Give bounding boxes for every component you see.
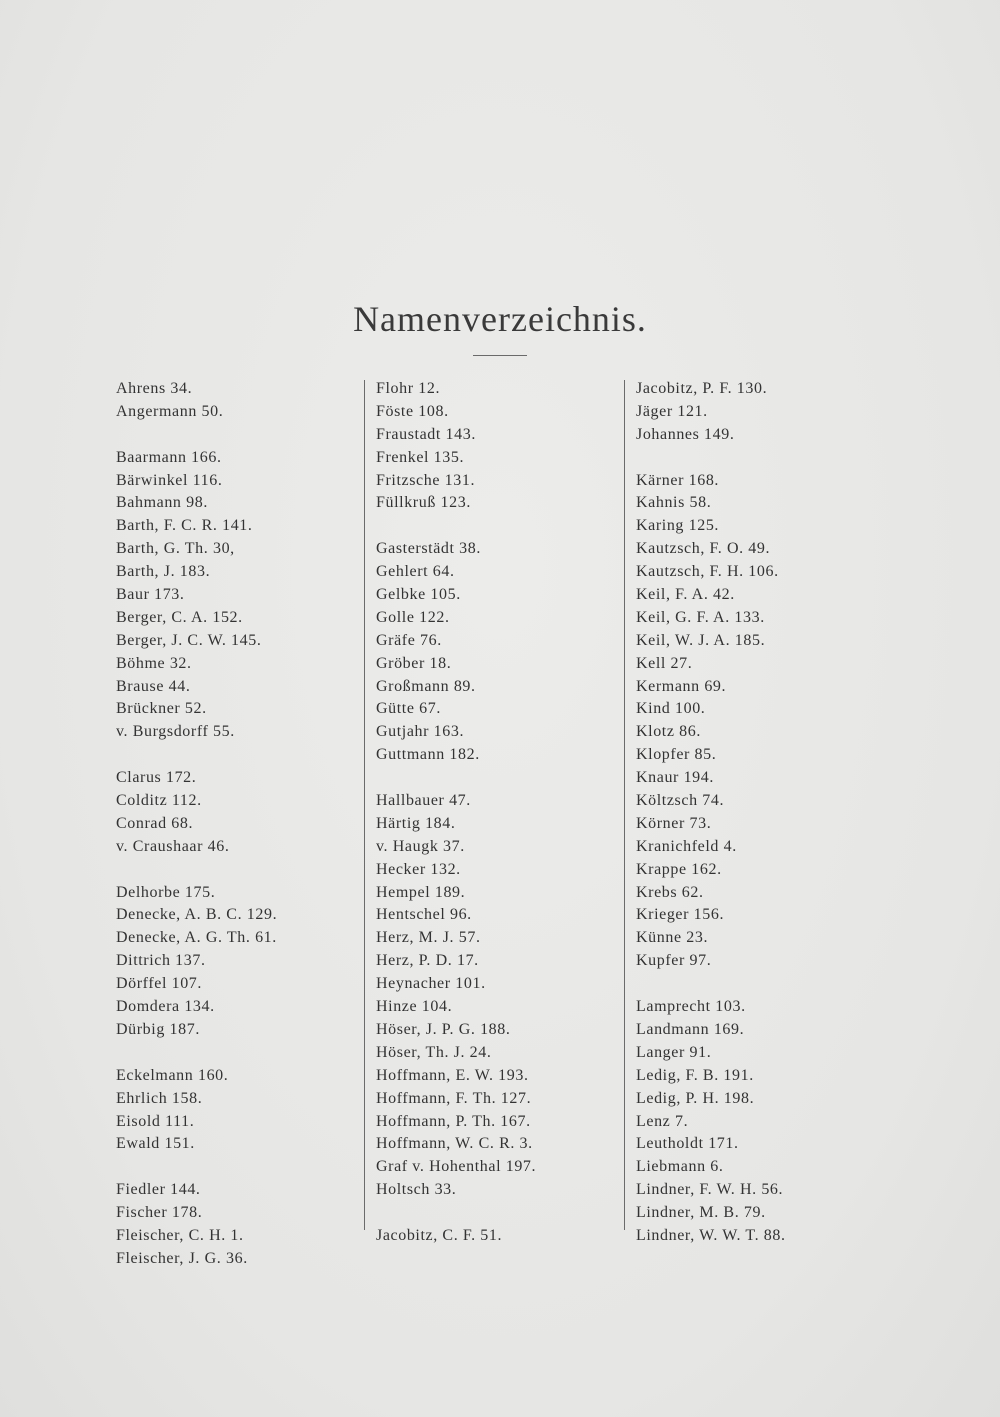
index-entry: Brause 44. (116, 677, 191, 695)
index-entry: Kahnis 58. (636, 494, 712, 512)
index-entry: Dürbig 187. (116, 1020, 200, 1038)
index-entry: Dittrich 137. (116, 952, 206, 970)
index-column-2 (376, 378, 616, 1248)
index-entry: Gröber 18. (376, 654, 452, 672)
index-entry: Ledig, F. B. 191. (636, 1066, 754, 1084)
index-entry: Brückner 52. (116, 700, 207, 718)
index-entry: Guttmann 182. (376, 746, 480, 764)
index-entry: Höser, J. P. G. 188. (376, 1020, 511, 1038)
index-entry: v. Craushaar 46. (116, 837, 230, 855)
index-entry: Fleischer, C. H. 1. (116, 1226, 244, 1244)
index-entry: Heynacher 101. (376, 975, 486, 993)
index-entry: Großmann 89. (376, 677, 476, 695)
index-entry: Fleischer, J. G. 36. (116, 1249, 248, 1267)
section-gap (116, 744, 356, 767)
index-entry: Föste 108. (376, 402, 449, 420)
index-entry: Kell 27. (636, 654, 693, 672)
index-entry: Denecke, A. G. Th. 61. (116, 929, 277, 947)
index-entry: Fischer 178. (116, 1204, 203, 1222)
index-entry: Fritzsche 131. (376, 471, 476, 489)
index-entry: Dörffel 107. (116, 975, 202, 993)
index-entry: Johannes 149. (636, 425, 735, 443)
index-entry: Eisold 111. (116, 1112, 195, 1130)
index-entry: Conrad 68. (116, 814, 194, 832)
index-entry: Bahmann 98. (116, 494, 208, 512)
index-entry: Hoffmann, F. Th. 127. (376, 1089, 532, 1107)
index-entry: Kautzsch, F. O. 49. (636, 540, 771, 558)
index-entry: Höser, Th. J. 24. (376, 1043, 492, 1061)
index-entry: Jacobitz, C. F. 51. (376, 1226, 503, 1244)
section-gap (116, 1042, 356, 1065)
index-entry: Keil, F. A. 42. (636, 586, 735, 604)
page-title: Namenverzeichnis. (353, 299, 647, 339)
section-gap (116, 859, 356, 882)
index-entry: Barth, F. C. R. 141. (116, 517, 253, 535)
index-entry: Herz, M. J. 57. (376, 929, 481, 947)
index-entry: Lindner, W. W. T. 88. (636, 1226, 786, 1244)
index-entry: Künne 23. (636, 929, 709, 947)
index-entry: Lindner, F. W. H. 56. (636, 1181, 784, 1199)
title-rule (473, 355, 527, 356)
index-entry: Krebs 62. (636, 883, 704, 901)
section-gap (376, 767, 616, 790)
index-entry: Frenkel 135. (376, 448, 465, 466)
index-entry: Klopfer 85. (636, 746, 717, 764)
index-entry: Böhme 32. (116, 654, 192, 672)
index-entry: Kärner 168. (636, 471, 720, 489)
index-entry: Gütte 67. (376, 700, 441, 718)
section-gap (376, 1202, 616, 1225)
index-entry: Kermann 69. (636, 677, 727, 695)
index-entry: Colditz 112. (116, 792, 202, 810)
index-entry: Hempel 189. (376, 883, 466, 901)
index-entry: Karing 125. (636, 517, 720, 535)
index-entry: Angermann 50. (116, 402, 224, 420)
index-entry: Herz, P. D. 17. (376, 952, 479, 970)
index-entry: Lindner, M. B. 79. (636, 1204, 766, 1222)
index-entry: Bärwinkel 116. (116, 471, 223, 489)
index-entry: Liebmann 6. (636, 1158, 724, 1176)
index-entry: Hallbauer 47. (376, 792, 471, 810)
index-entry: Härtig 184. (376, 814, 456, 832)
index-entry: Landmann 169. (636, 1020, 745, 1038)
index-entry: v. Burgsdorff 55. (116, 723, 235, 741)
index-entry: Költzsch 74. (636, 792, 725, 810)
index-entry: Kranichfeld 4. (636, 837, 737, 855)
section-gap (636, 447, 876, 470)
section-gap (376, 515, 616, 538)
index-entry: Baarmann 166. (116, 448, 222, 466)
index-entry: Baur 173. (116, 586, 185, 604)
index-entry: Langer 91. (636, 1043, 712, 1061)
index-entry: Hoffmann, E. W. 193. (376, 1066, 529, 1084)
index-entry: Kupfer 97. (636, 952, 712, 970)
index-entry: Gutjahr 163. (376, 723, 465, 741)
index-entry: Gehlert 64. (376, 563, 455, 581)
index-entry: Gräfe 76. (376, 631, 442, 649)
index-entry: Eckelmann 160. (116, 1066, 229, 1084)
index-entry: Ehrlich 158. (116, 1089, 203, 1107)
index-entry: Gelbke 105. (376, 586, 461, 604)
index-entry: Ahrens 34. (116, 380, 193, 397)
index-entry: Lamprecht 103. (636, 998, 746, 1016)
index-entry: Fiedler 144. (116, 1181, 201, 1199)
index-column-3 (636, 378, 876, 1248)
index-entry: Flohr 12. (376, 380, 441, 397)
index-entry: Krieger 156. (636, 906, 725, 924)
index-entry: Gasterstädt 38. (376, 540, 481, 558)
index-entry: Clarus 172. (116, 769, 197, 787)
index-entry: Hentschel 96. (376, 906, 472, 924)
section-gap (116, 1156, 356, 1179)
section-gap (116, 424, 356, 447)
index-entry: Lenz 7. (636, 1112, 689, 1130)
column-divider-2 (624, 380, 625, 1230)
index-entry: Kautzsch, F. H. 106. (636, 563, 779, 581)
column-divider-1 (364, 380, 365, 1230)
index-entry: Fraustadt 143. (376, 425, 476, 443)
index-entry: Holtsch 33. (376, 1181, 457, 1199)
index-entry: Füllkruß 123. (376, 494, 471, 512)
index-entry: Kind 100. (636, 700, 706, 718)
index-entry: Ewald 151. (116, 1135, 195, 1153)
index-entry: Ledig, P. H. 198. (636, 1089, 755, 1107)
index-entry: Barth, J. 183. (116, 563, 211, 581)
index-entry: Golle 122. (376, 608, 450, 626)
section-gap (636, 973, 876, 996)
index-entry: Berger, J. C. W. 145. (116, 631, 262, 649)
index-entry: Barth, G. Th. 30, (116, 540, 235, 558)
index-entry: Keil, W. J. A. 185. (636, 631, 766, 649)
index-entry: v. Haugk 37. (376, 837, 465, 855)
index-entry: Graf v. Hohenthal 197. (376, 1158, 537, 1176)
index-entry: Jäger 121. (636, 402, 708, 420)
index-column-1 (116, 378, 356, 1271)
index-entry: Domdera 134. (116, 998, 215, 1016)
index-entry: Leutholdt 171. (636, 1135, 739, 1153)
index-entry: Knaur 194. (636, 769, 714, 787)
index-entry: Körner 73. (636, 814, 712, 832)
index-entry: Klotz 86. (636, 723, 701, 741)
index-entry: Hinze 104. (376, 998, 453, 1016)
index-entry: Hecker 132. (376, 860, 461, 878)
index-entry: Hoffmann, W. C. R. 3. (376, 1135, 533, 1153)
index-entry: Jacobitz, P. F. 130. (636, 380, 768, 397)
index-entry: Keil, G. F. A. 133. (636, 608, 765, 626)
index-entry: Krappe 162. (636, 860, 722, 878)
index-entry: Denecke, A. B. C. 129. (116, 906, 278, 924)
index-entry: Berger, C. A. 152. (116, 608, 243, 626)
index-entry: Hoffmann, P. Th. 167. (376, 1112, 531, 1130)
index-entry: Delhorbe 175. (116, 883, 216, 901)
